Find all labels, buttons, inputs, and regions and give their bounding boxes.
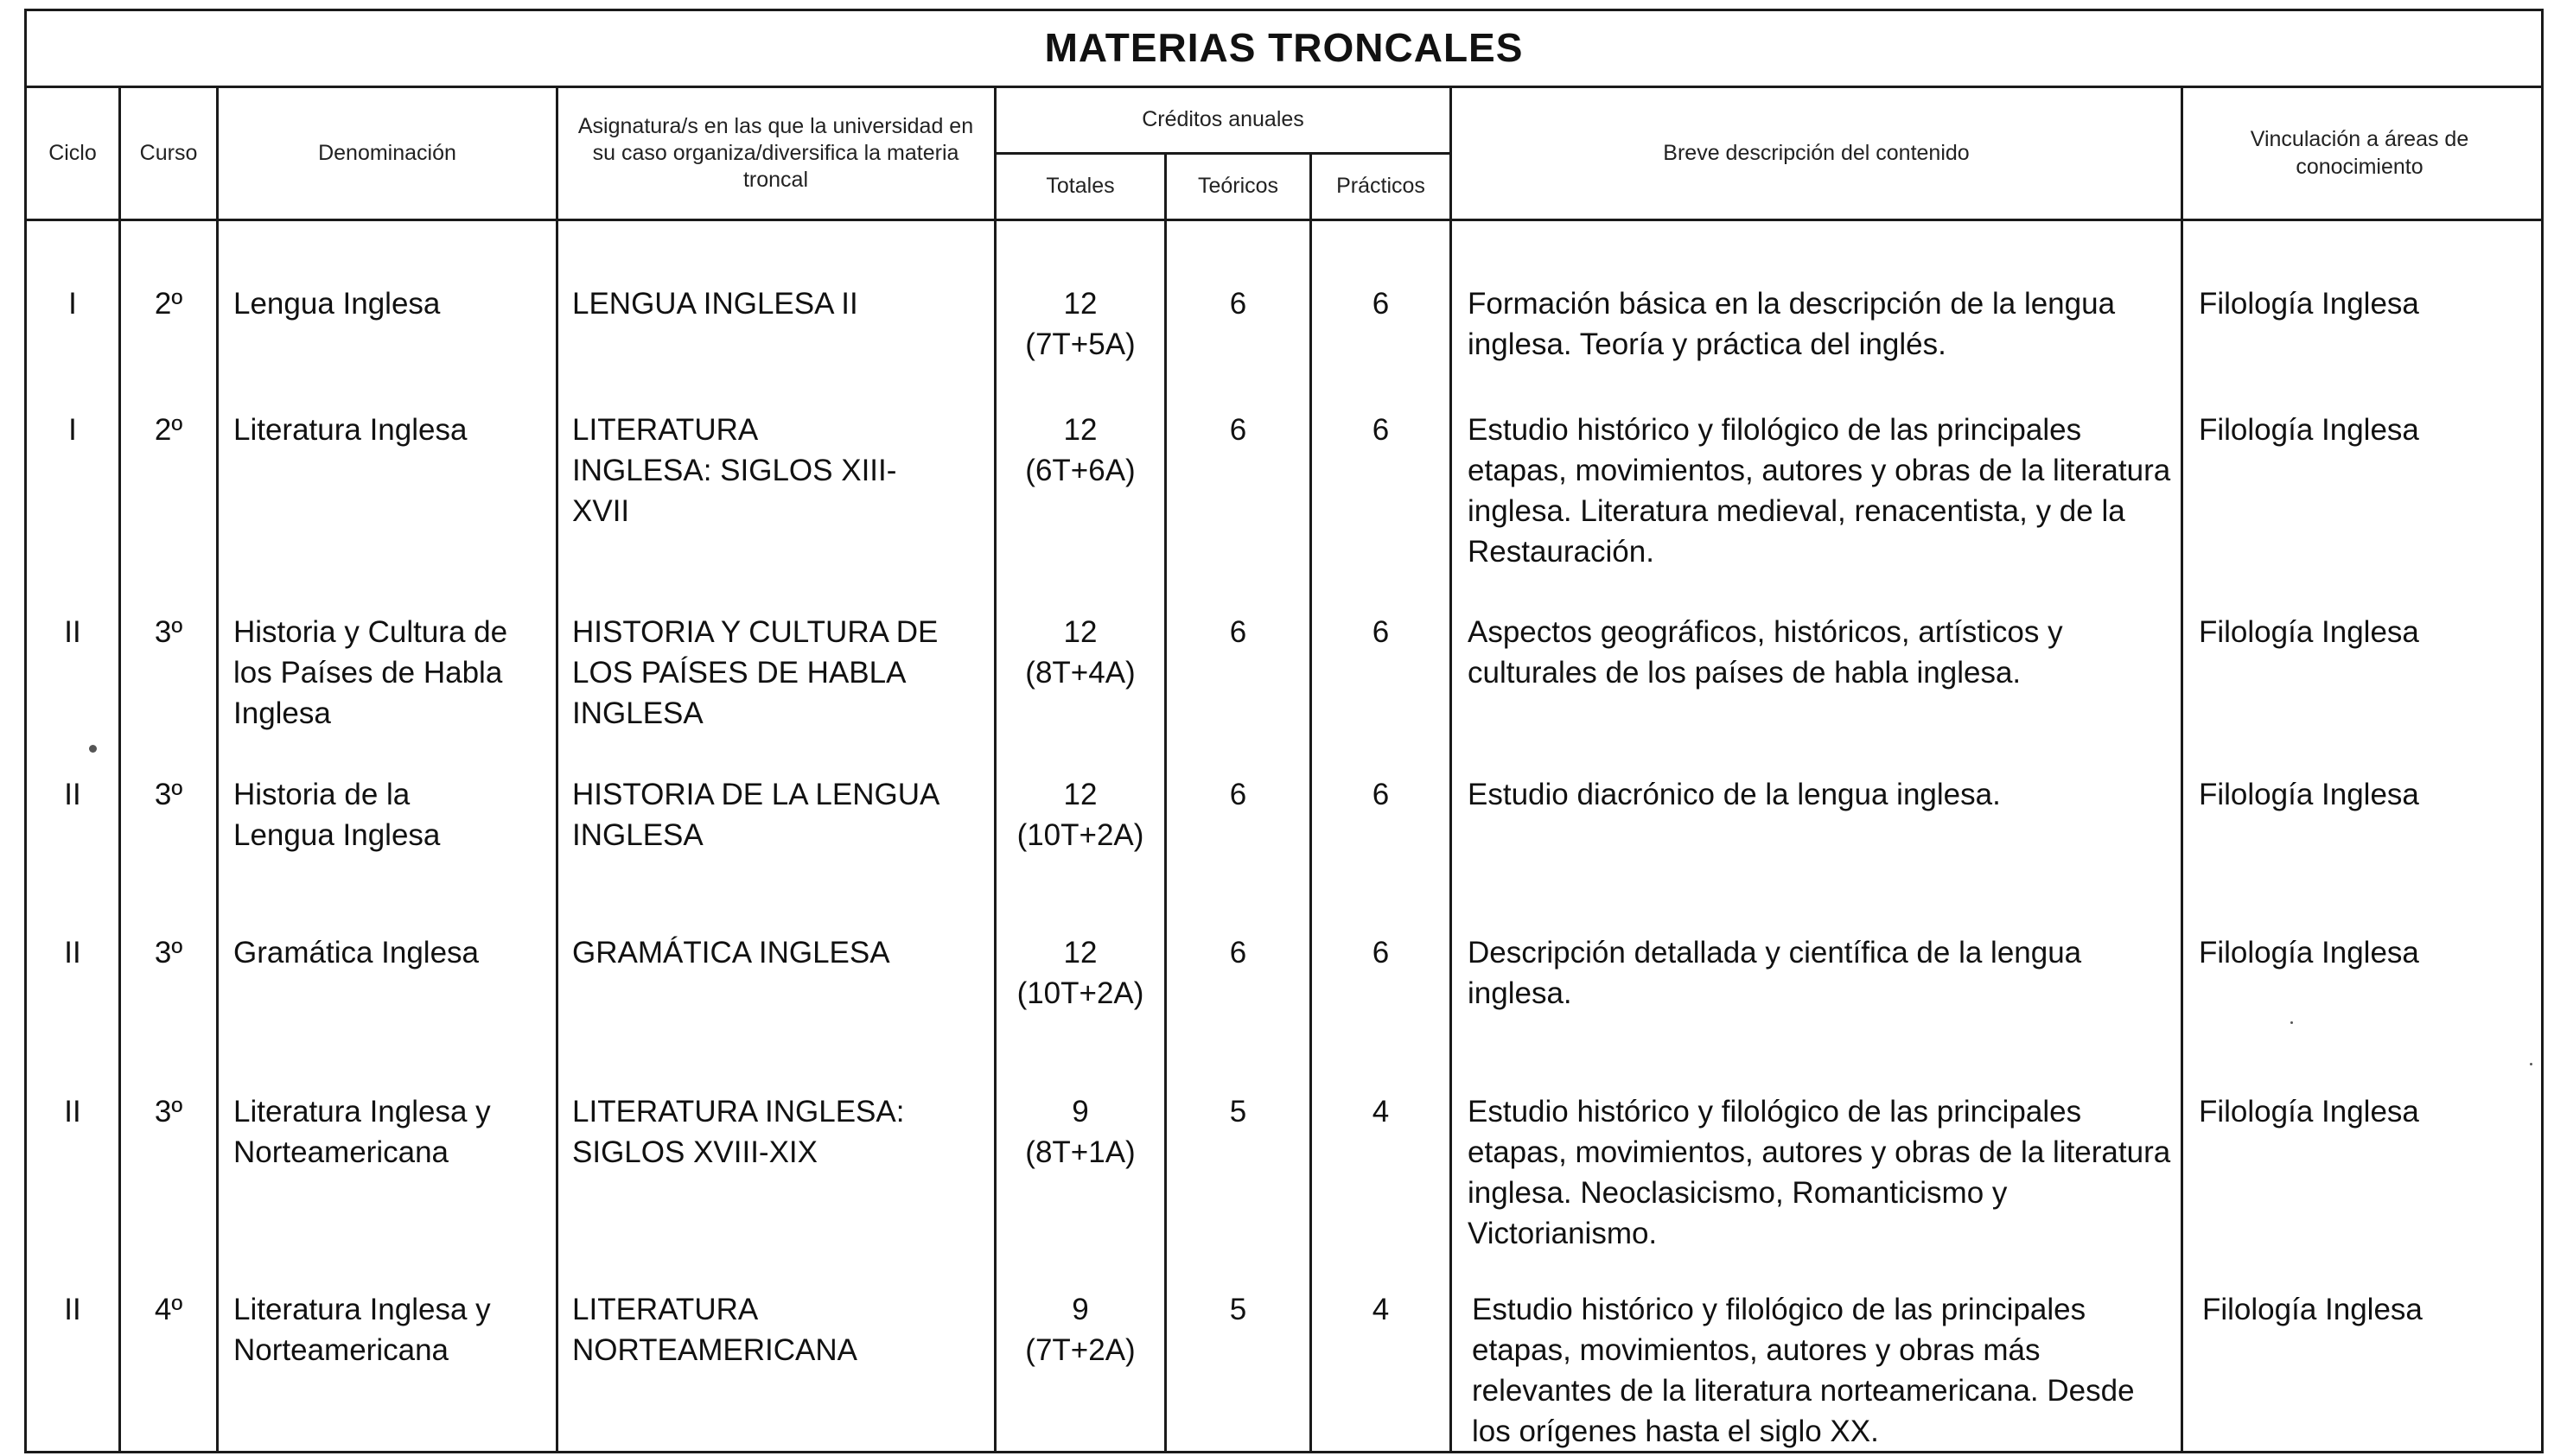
row-totales-detail: (7T+5A) xyxy=(1025,327,1136,361)
header-bottom-rule xyxy=(24,219,2544,221)
row-teoricos: 6 xyxy=(1229,615,1247,649)
col-separator xyxy=(1449,86,1452,1453)
row-totales-detail: (10T+2A) xyxy=(1016,818,1144,852)
header-practicos: Prácticos xyxy=(1336,174,1425,199)
row-descripcion: Aspectos geográficos, históricos, artísticos y culturales de los países de habla inglesa. xyxy=(1468,615,2063,690)
row-totales: 12 xyxy=(1063,413,1098,447)
page-title: MATERIAS TRONCALES xyxy=(24,9,2544,88)
row-denominacion: Literatura Inglesa y Norteamericana xyxy=(233,1293,491,1367)
row-vinculacion: Filología Inglesa xyxy=(2199,615,2419,649)
row-asignatura: HISTORIA Y CULTURA DE LOS PAÍSES DE HABLA INGLESA xyxy=(572,615,939,730)
row-totales: 12 xyxy=(1063,778,1098,811)
row-teoricos: 6 xyxy=(1229,413,1247,447)
row-totales-detail: (6T+6A) xyxy=(1025,454,1136,487)
header-asignaturas: Asignatura/s en las que la universidad en su caso organiza/diversifica la materia troncal xyxy=(577,113,974,193)
row-practicos: 6 xyxy=(1372,936,1390,970)
scan-speck xyxy=(2290,1021,2293,1024)
row-vinculacion: Filología Inglesa xyxy=(2199,778,2419,811)
row-descripcion: Estudio histórico y filológico de las principales etapas, movimientos, autores y obras de la literatura inglesa. Literatura medieval, renacentista, y de la Restauración. xyxy=(1468,413,2171,569)
row-vinculacion: Filología Inglesa xyxy=(2199,1095,2419,1129)
row-totales: 12 xyxy=(1063,287,1098,321)
row-curso: 3º xyxy=(154,778,183,811)
row-ciclo: II xyxy=(64,778,81,811)
row-teoricos: 6 xyxy=(1229,936,1247,970)
header-vinculacion: Vinculación a áreas de conocimiento xyxy=(2250,127,2469,179)
row-ciclo: II xyxy=(64,615,81,649)
row-totales: 12 xyxy=(1063,615,1098,649)
row-descripcion: Estudio diacrónico de la lengua inglesa. xyxy=(1468,778,2001,811)
row-totales-detail: (8T+1A) xyxy=(1025,1135,1136,1169)
row-descripcion: Formación básica en la descripción de la lengua inglesa. Teoría y práctica del inglés. xyxy=(1468,287,2116,361)
row-curso: 4º xyxy=(154,1293,183,1326)
row-practicos: 6 xyxy=(1372,413,1390,447)
col-separator xyxy=(216,86,219,1453)
row-asignatura: LITERATURA INGLESA: SIGLOS XIII-XVII xyxy=(572,413,897,528)
header-descripcion: Breve descripción del contenido xyxy=(1663,140,1970,165)
row-asignatura: GRAMÁTICA INGLESA xyxy=(572,936,890,970)
row-teoricos: 5 xyxy=(1229,1095,1247,1129)
row-denominacion: Gramática Inglesa xyxy=(233,936,480,970)
row-totales-detail: (10T+2A) xyxy=(1016,976,1144,1010)
row-ciclo: II xyxy=(64,1095,81,1129)
row-ciclo: II xyxy=(64,936,81,970)
header-creditos: Créditos anuales xyxy=(1142,107,1304,132)
row-asignatura: LITERATURA NORTEAMERICANA xyxy=(572,1293,857,1367)
scan-speck xyxy=(89,745,97,753)
header-ciclo: Ciclo xyxy=(48,140,97,165)
row-vinculacion: Filología Inglesa xyxy=(2199,413,2419,447)
row-descripcion: Descripción detallada y científica de la lengua inglesa. xyxy=(1468,936,2082,1010)
row-asignatura: LENGUA INGLESA II xyxy=(572,287,858,321)
row-teoricos: 6 xyxy=(1229,287,1247,321)
col-separator xyxy=(556,86,558,1453)
row-curso: 3º xyxy=(154,615,183,649)
scan-speck xyxy=(2530,1063,2532,1065)
row-practicos: 4 xyxy=(1372,1095,1390,1129)
row-totales: 9 xyxy=(1072,1095,1089,1129)
row-teoricos: 6 xyxy=(1229,778,1247,811)
row-curso: 2º xyxy=(154,287,183,321)
row-denominacion: Historia y Cultura de los Países de Habla Inglesa xyxy=(233,615,508,730)
row-curso: 3º xyxy=(154,1095,183,1129)
row-denominacion: Literatura Inglesa y Norteamericana xyxy=(233,1095,491,1169)
row-descripcion: Estudio histórico y filológico de las principales etapas, movimientos, autores y obras más relevantes de la literatura norteamericana. Desde los orígenes hasta el siglo XX. xyxy=(1472,1293,2135,1448)
row-asignatura: LITERATURA INGLESA: SIGLOS XVIII-XIX xyxy=(572,1095,905,1169)
row-vinculacion: Filología Inglesa xyxy=(2199,287,2419,321)
header-curso: Curso xyxy=(139,140,198,165)
row-totales-detail: (7T+2A) xyxy=(1025,1333,1136,1367)
row-ciclo: I xyxy=(68,413,77,447)
header-totales: Totales xyxy=(1046,174,1115,199)
row-vinculacion: Filología Inglesa xyxy=(2199,936,2419,970)
row-practicos: 6 xyxy=(1372,615,1390,649)
row-totales: 9 xyxy=(1072,1293,1089,1326)
row-denominacion: Lengua Inglesa xyxy=(233,287,441,321)
row-practicos: 4 xyxy=(1372,1293,1390,1326)
header-denominacion: Denominación xyxy=(318,140,456,165)
row-descripcion: Estudio histórico y filológico de las principales etapas, movimientos, autores y obras de la literatura inglesa. Neoclasicismo, Romanticismo y Victorianismo. xyxy=(1468,1095,2171,1250)
row-vinculacion: Filología Inglesa xyxy=(2202,1293,2423,1326)
row-curso: 2º xyxy=(154,413,183,447)
row-denominacion: Historia de la Lengua Inglesa xyxy=(233,778,441,852)
row-ciclo: I xyxy=(68,287,77,321)
row-totales: 12 xyxy=(1063,936,1098,970)
row-denominacion: Literatura Inglesa xyxy=(233,413,468,447)
row-totales-detail: (8T+4A) xyxy=(1025,656,1136,690)
row-practicos: 6 xyxy=(1372,778,1390,811)
row-asignatura: HISTORIA DE LA LENGUA INGLESA xyxy=(572,778,939,852)
row-ciclo: II xyxy=(64,1293,81,1326)
row-curso: 3º xyxy=(154,936,183,970)
row-practicos: 6 xyxy=(1372,287,1390,321)
row-teoricos: 5 xyxy=(1229,1293,1247,1326)
header-teoricos: Teóricos xyxy=(1197,174,1279,199)
col-separator xyxy=(2181,86,2183,1453)
